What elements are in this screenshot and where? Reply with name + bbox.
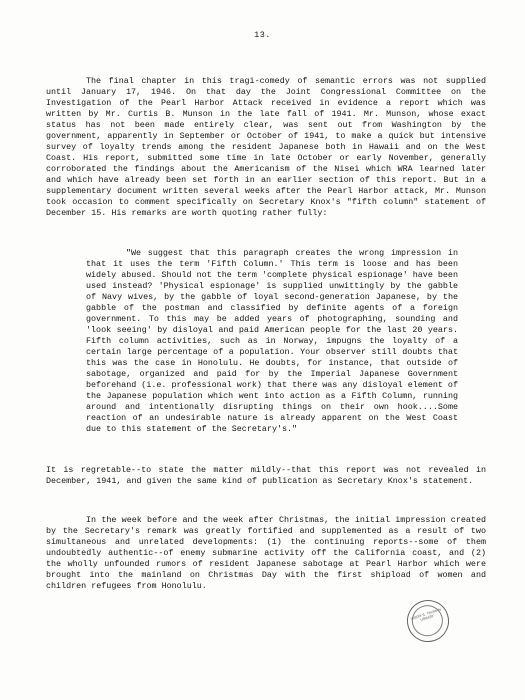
page-number: 13. [254, 30, 271, 40]
block-quote-munson: "We suggest that this paragraph creates the wrong impression in that it uses the term 'Fifth Column.' This term is loose and has been widely abused. Should not the term 'complete physical espionage' have been used instead? 'Physical espionage' is supplied unwittingly by the gabble of Navy wives, by the gabble of loyal second-generation Japanese, by the gabble of the postman and classified by definite agents of a foreign government. To this may be added years of photographing, sounding and 'look seeing' by disloyal and paid American people for the last 20 years. Fifth column activities, such as in Norway, impugns the loyalty of a certain large percentage of a population. Your observer still doubts that this was the case in Honolulu. He doubts, for instance, that outside of sabotage, organized and paid for by the Imperial Japanese Government beforehand (i.e. professional work) that there was any disloyal element of the Japanese population which went into action as a Fifth Column, running around and intentionally disrupting things on their own hook....Some reaction of an undesirable nature is already apparent on the West Coast due to this statement of the Secretary's." [86, 248, 458, 434]
archive-stamp-text: HARRY S. TRUMAN LIBRARY [410, 607, 442, 623]
archive-stamp-seal [402, 595, 455, 648]
paragraph-christmas-developments: In the week before and the week after Christmas, the initial impression created by the Secretary's remark was greatly fortified and supplemented as a result of two simultaneous and unrelated developments: (1) the continuing reports--some of them undoubtedly authentic--of enemy submarine activity off the California coast, and (2) the wholly unfounded rumors of resident Japanese sabotage at Pearl Harbor which were brought into the mainland on Christmas Day with the first shipload of women and children refugees from Honolulu. [46, 515, 486, 591]
paragraph-munson-report: The final chapter in this tragi-comedy of semantic errors was not supplied until January 17, 1946. On that day the Joint Congressional Committee on the Investigation of the Pearl Harbor Attack received in evidence a report which was written by Mr. Curtis B. Munson in the late fall of 1941. Mr. Munson, whose exact status has not been made entirely clear, was sent out from Washington by the government, apparently in September or October of 1941, to make a quick but intensive survey of loyalty trends among the resident Japanese both in Hawaii and on the West Coast. His report, submitted some time in late October or early November, generally corroborated the findings about the Americanism of the Nisei which WRA learned later and which have already been set forth in an earlier section of this report. But in a supplementary document written several weeks after the Pearl Harbor attack, Mr. Munson took occasion to comment specifically on Secretary Knox's "fifth column" statement of December 15. His remarks are worth quoting rather fully: [46, 76, 486, 218]
paragraph-regret: It is regretable--to state the matter mildly--that this report was not revealed in December, 1941, and given the same kind of publication as Secretary Knox's statement. [46, 465, 486, 486]
archive-stamp-inner-ring [408, 601, 447, 640]
